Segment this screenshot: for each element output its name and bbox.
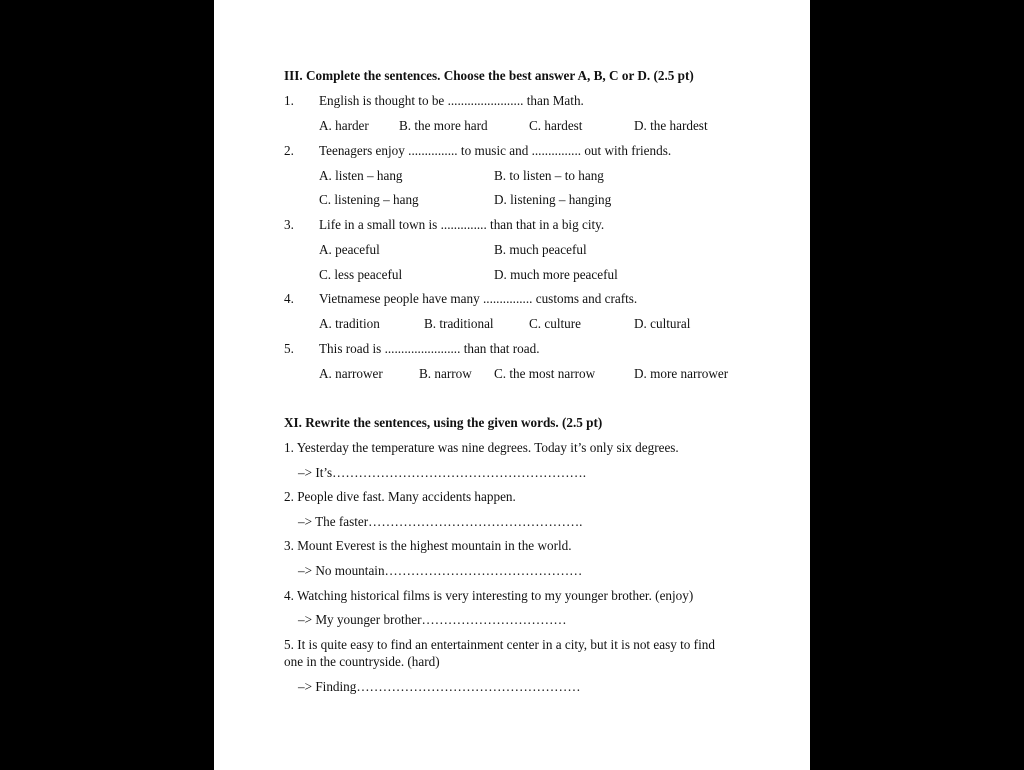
option-a: A. harder — [319, 118, 369, 133]
option-d: D. listening – hanging — [494, 192, 612, 207]
section-11-heading: XI. Rewrite the sentences, using the given words. (2.5 pt) — [284, 415, 603, 430]
option-b: B. the more hard — [399, 118, 488, 133]
option-c: C. culture — [529, 316, 582, 331]
question-text: Vietnamese people have many ............... customs and crafts. — [319, 291, 638, 306]
option-a: A. tradition — [319, 316, 380, 331]
option-b: B. to listen – to hang — [494, 168, 604, 183]
question-number: 2. — [284, 143, 294, 158]
rewrite-item-1: 1. Yesterday the temperature was nine degrees. Today it’s only six degrees. — [284, 440, 679, 455]
option-d: D. much more peaceful — [494, 267, 618, 282]
rewrite-item-5-line1: 5. It is quite easy to find an entertainment center in a city, but it is not easy to find — [284, 637, 715, 652]
rewrite-item-4: 4. Watching historical films is very interesting to my younger brother. (enjoy) — [284, 588, 694, 603]
option-b: B. narrow — [419, 366, 472, 381]
question-number: 3. — [284, 217, 294, 232]
question-number: 5. — [284, 341, 294, 356]
worksheet-page — [214, 0, 810, 770]
option-c: C. hardest — [529, 118, 583, 133]
rewrite-answer-2: –> The faster…………………………………………. — [298, 514, 583, 529]
rewrite-item-2: 2. People dive fast. Many accidents happen. — [284, 489, 516, 504]
question-text: Teenagers enjoy ............... to music and ............... out with friends. — [319, 143, 672, 158]
rewrite-item-3: 3. Mount Everest is the highest mountain in the world. — [284, 538, 572, 553]
rewrite-answer-3: –> No mountain……………………………………… — [298, 563, 583, 578]
question-number: 4. — [284, 291, 294, 306]
option-d: D. the hardest — [634, 118, 708, 133]
question-text: English is thought to be ....................... than Math. — [319, 93, 584, 108]
option-c: C. less peaceful — [319, 267, 403, 282]
rewrite-answer-5: –> Finding…………………………………………… — [298, 679, 581, 694]
rewrite-answer-1: –> It’s…………………………………………………. — [298, 465, 587, 480]
option-a: A. narrower — [319, 366, 383, 381]
option-a: A. peaceful — [319, 242, 380, 257]
option-b: B. much peaceful — [494, 242, 587, 257]
option-c: C. listening – hang — [319, 192, 419, 207]
option-d: D. more narrower — [634, 366, 729, 381]
option-c: C. the most narrow — [494, 366, 596, 381]
option-d: D. cultural — [634, 316, 691, 331]
rewrite-answer-4: –> My younger brother…………………………… — [298, 612, 567, 627]
rewrite-item-5-line2: one in the countryside. (hard) — [284, 654, 440, 669]
option-b: B. traditional — [424, 316, 494, 331]
question-text: This road is ....................... than that road. — [319, 341, 540, 356]
option-a: A. listen – hang — [319, 168, 403, 183]
section-3-heading: III. Complete the sentences. Choose the best answer A, B, C or D. (2.5 pt) — [284, 68, 694, 83]
question-text: Life in a small town is .............. than that in a big city. — [319, 217, 605, 232]
question-number: 1. — [284, 93, 294, 108]
